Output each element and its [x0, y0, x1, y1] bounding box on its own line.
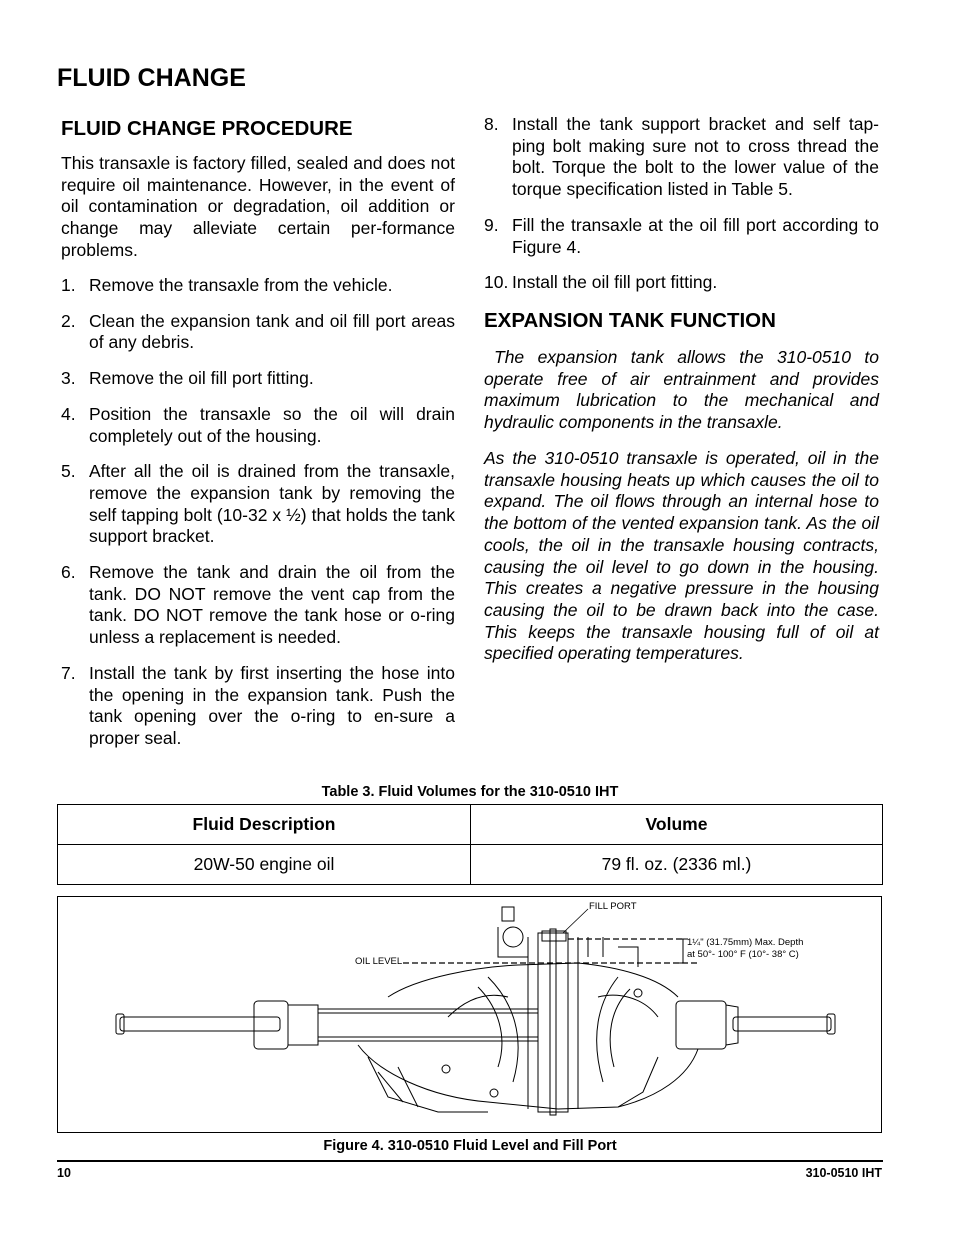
procedure-steps-right [484, 114, 879, 308]
step-number: 2. [61, 310, 76, 331]
step-number: 7. [61, 662, 76, 683]
step-text: Install the tank support bracket and self tap-ping bolt making sure not to cross thread the bolt. Torque the bolt to the lower value of the torque specification listed in Table 5. [512, 114, 879, 200]
step-text: After all the oil is drained from the transaxle, remove the expansion tank by removing the self tapping bolt (10-32 x ½) that holds the tank support bracket. [89, 461, 455, 547]
list-item [61, 311, 455, 354]
figure-caption: Figure 4. 310-0510 Fluid Level and Fill Port [323, 1138, 617, 1154]
list-item [61, 663, 455, 750]
step-text: Remove the oil fill port fitting. [89, 368, 314, 389]
table-row [58, 845, 883, 885]
table-header-row [58, 805, 883, 845]
step-text: Clean the expansion tank and oil fill port areas of any debris. [89, 310, 455, 353]
cell-volume: 79 fl. oz. (2336 ml.) [471, 845, 883, 885]
step-number: 6. [61, 562, 76, 583]
depth-line-2: at 50°- 100° F (10°- 38° C) [687, 948, 799, 960]
step-number: 1. [61, 275, 76, 295]
fluid-volume-table [57, 804, 883, 885]
header-fluid-description: Fluid Description [58, 805, 471, 845]
step-text: Position the transaxle so the oil will drain completely out of the housing. [89, 403, 455, 446]
step-number: 9. [484, 214, 499, 235]
expansion-paragraph-1: The expansion tank allows the 310-0510 to operate free of air entrainment and provides maximum lubrication to the mechanical and hydraulic components in the transaxle. [484, 347, 879, 433]
oil-level-label: OIL LEVEL [355, 956, 403, 967]
procedure-steps-left [61, 275, 455, 764]
page-number: 10 [57, 1166, 71, 1180]
procedure-heading: FLUID CHANGE PROCEDURE [61, 117, 353, 140]
step-number: 8. [484, 114, 499, 134]
step-number: 10. [484, 272, 509, 293]
step-text: Install the oil fill port fitting. [512, 272, 718, 293]
table-caption: Table 3. Fluid Volumes for the 310-0510 IHT [321, 784, 619, 800]
list-item [61, 404, 455, 447]
depth-line-1: 1¼" (31.75mm) Max. Depth [687, 937, 804, 948]
list-item [61, 368, 455, 390]
list-item [484, 272, 879, 294]
list-item [484, 114, 879, 201]
step-text: Remove the transaxle from the vehicle. [89, 275, 393, 295]
step-text: Remove the tank and drain the oil from the tank. DO NOT remove the vent cap from the tank. DO NOT remove the tank hose or o-ring unless a replacement is needed. [89, 562, 455, 648]
max-depth-annotation [687, 937, 803, 960]
step-text: Fill the transaxle at the oil fill port according to Figure 4. [512, 214, 879, 257]
list-item [61, 461, 455, 548]
transaxle-drawing [58, 897, 880, 1131]
document-id: 310-0510 IHT [805, 1166, 882, 1180]
list-item [484, 215, 879, 258]
step-number: 3. [61, 368, 76, 389]
expansion-paragraph-2: As the 310-0510 transaxle is operated, oil in the transaxle housing heats up which causes the oil to expand. The oil flows through an internal hose to the bottom of the vented expansion tank. As the oil cools, the oil in the transaxle housing contracts, causing the oil level to go down in the housing. This creates a negative pressure in the housing causing the oil to be drawn back into the case. This keeps the transaxle housing full of oil at specified operating temperatures. [484, 448, 879, 664]
step-number: 5. [61, 461, 76, 482]
list-item [61, 562, 455, 649]
step-number: 4. [61, 403, 76, 424]
page-title: FLUID CHANGE [57, 64, 246, 92]
step-text: Install the tank by first inserting the hose into the opening in the expansion tank. Push the tank opening over the o-ring to en-sure a proper seal. [89, 662, 455, 748]
cell-fluid: 20W-50 engine oil [58, 845, 471, 885]
expansion-heading: EXPANSION TANK FUNCTION [484, 309, 776, 332]
header-volume: Volume [471, 805, 883, 845]
figure-frame [57, 896, 882, 1133]
fill-port-label: FILL PORT [589, 901, 637, 912]
list-item [61, 275, 455, 297]
footer-rule [57, 1160, 883, 1162]
procedure-intro: This transaxle is factory filled, sealed and does not require oil maintenance. However, in the event of oil contamination or degradation, oil addition or change may alleviate certain per-formance problems. [61, 153, 455, 260]
